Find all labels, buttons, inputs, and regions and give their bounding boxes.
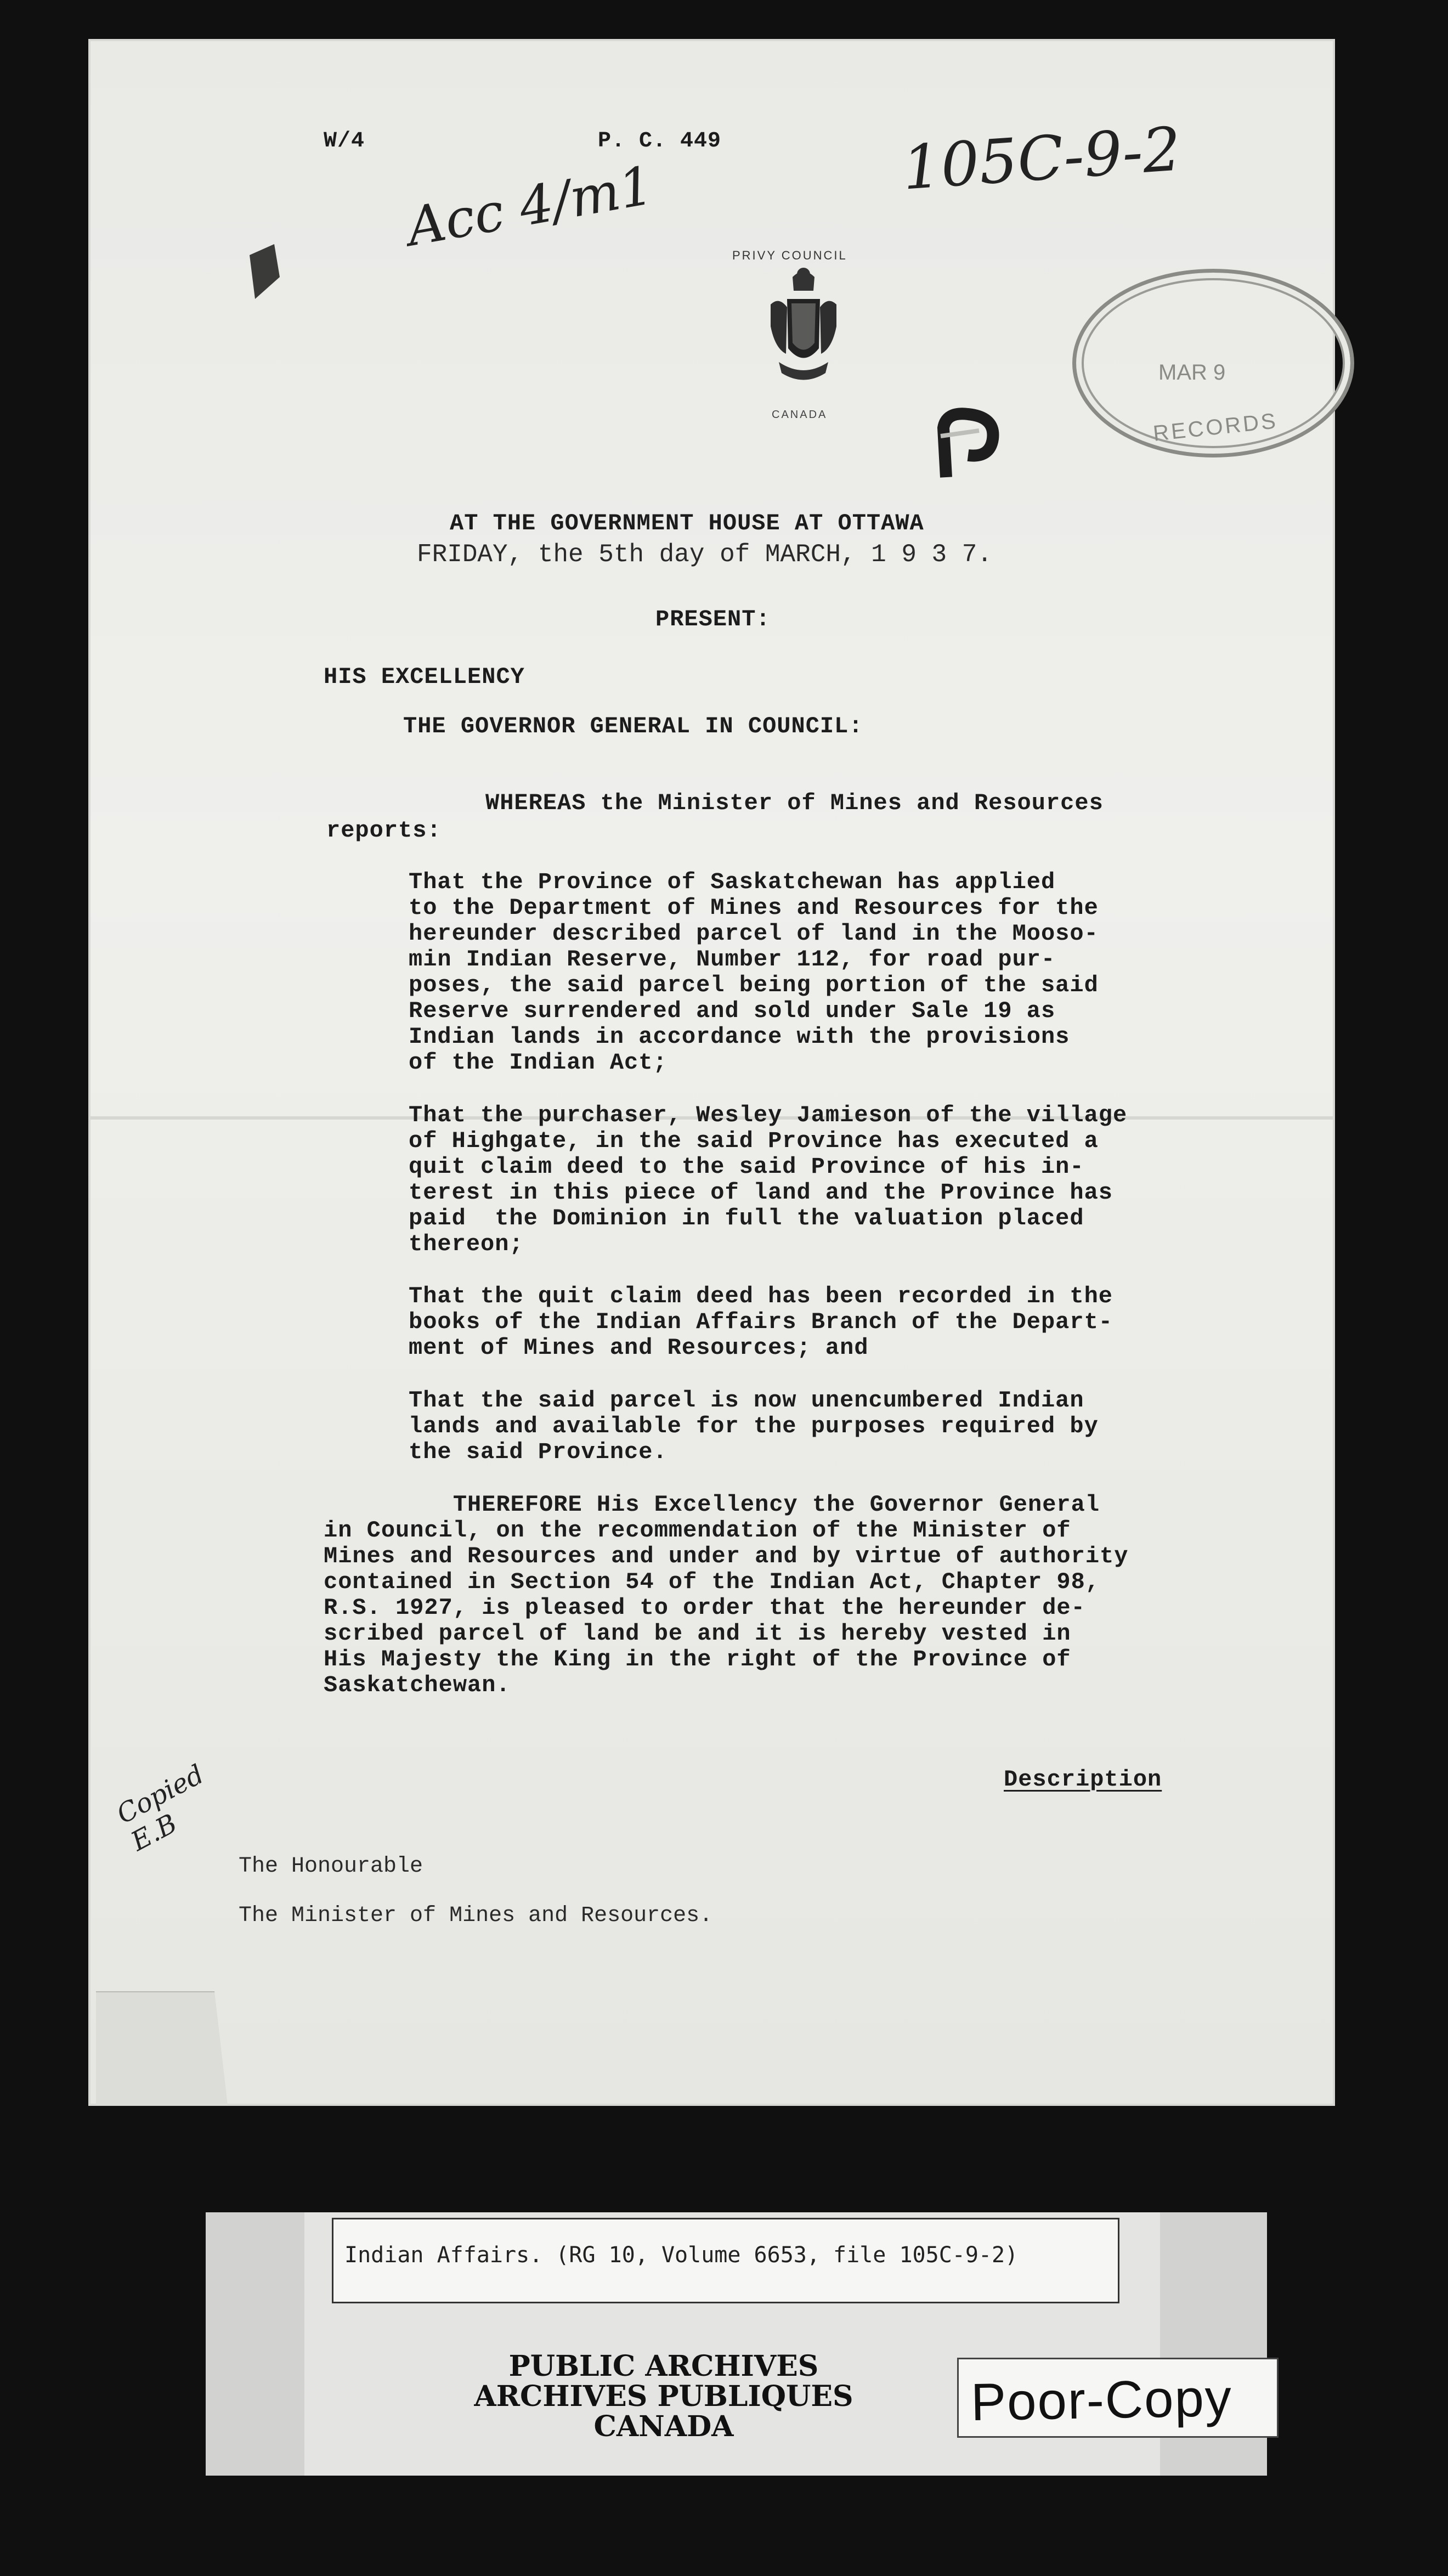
smudge-mark: [244, 244, 282, 304]
seal-bottom-text: CANADA: [772, 409, 828, 421]
addressee-line2: THE GOVERNOR GENERAL IN COUNCIL:: [403, 713, 863, 739]
whereas-continued: reports:: [326, 817, 442, 844]
description-heading: Description: [1004, 1766, 1162, 1793]
quality-note: Poor-Copy: [970, 2368, 1233, 2432]
archive-country: CANADA: [593, 2410, 734, 2443]
handwritten-file-number: 105C-9-2: [900, 114, 1184, 204]
file-code: W/4: [324, 129, 365, 154]
handwritten-acc-note: Acc 4/m1: [402, 154, 658, 258]
document-page: [90, 41, 1333, 2104]
paper-clip-mark: [930, 406, 1012, 488]
whereas-lead: WHEREAS the Minister of Mines and Resources: [485, 790, 1104, 816]
seal-top-text: PRIVY COUNCIL: [732, 248, 847, 262]
dateline-date: FRIDAY, the 5th day of MARCH, 1 9 3 7.: [417, 540, 992, 569]
paragraph-application: That the Province of Saskatchewan has applied to the Department of Mines and Resources for the hereunder described parcel of land in the Mooso- min Indian Reserve, Number 112, for road pur- poses, the said parcel being portion of the said Reserve surrendered and sold under Sale 19 as Indian lands in accordance with the provisions of the Indian Act;: [409, 869, 1099, 1076]
margin-copied-note: Copied E.B: [111, 1759, 209, 1857]
paragraph-quit-claim: That the quit claim deed has been recorded in the books of the Indian Affairs Branch of the Depart- ment of Mines and Resources; and: [409, 1283, 1113, 1361]
archive-label-strip: [206, 2212, 1267, 2476]
recipient-line2: The Minister of Mines and Resources.: [239, 1903, 713, 1928]
addressee-line1: HIS EXCELLENCY: [324, 664, 525, 690]
paragraph-purchaser: That the purchaser, Wesley Jamieson of the village of Highgate, in the said Province has executed a quit claim deed to the said Province of his in- terest in this piece of land and the Province has paid the Dominion in full the valuation placed thereon;: [409, 1102, 1128, 1257]
archive-reference: Indian Affairs. (RG 10, Volume 6653, file 105C-9-2): [344, 2242, 1019, 2268]
recipient-line1: The Honourable: [239, 1854, 423, 1879]
privy-council-coat-of-arms: [754, 244, 853, 425]
records-received-stamp: [1072, 269, 1354, 457]
order-number: P. C. 449: [598, 129, 722, 154]
present-heading: PRESENT:: [655, 606, 771, 632]
therefore-order: THEREFORE His Excellency the Governor General in Council, on the recommendation of the Minister of Mines and Resources and under and by virtue of authority contained in Section 54 of the Indian Act, Chapter 98, R.S. 1927, is pleased to order that the hereunder de- scribed parcel of land be and it is hereby vested in His Majesty the King in the right of the Province of Saskatchewan.: [324, 1492, 1129, 1698]
stamp-date: MAR 9: [1158, 360, 1226, 385]
dateline-place: AT THE GOVERNMENT HOUSE AT OTTAWA: [450, 510, 924, 536]
archive-reference-box: [332, 2218, 1119, 2303]
stamp-records: RECORDS: [1152, 409, 1279, 446]
paragraph-unencumbered: That the said parcel is now unencumbered Indian lands and available for the purposes required by the said Province.: [409, 1387, 1099, 1465]
archive-name-fr: ARCHIVES PUBLIQUES: [474, 2380, 853, 2413]
quality-note-box: [957, 2358, 1279, 2438]
folded-corner: [96, 1991, 228, 2105]
archive-name-en: PUBLIC ARCHIVES: [508, 2349, 819, 2383]
